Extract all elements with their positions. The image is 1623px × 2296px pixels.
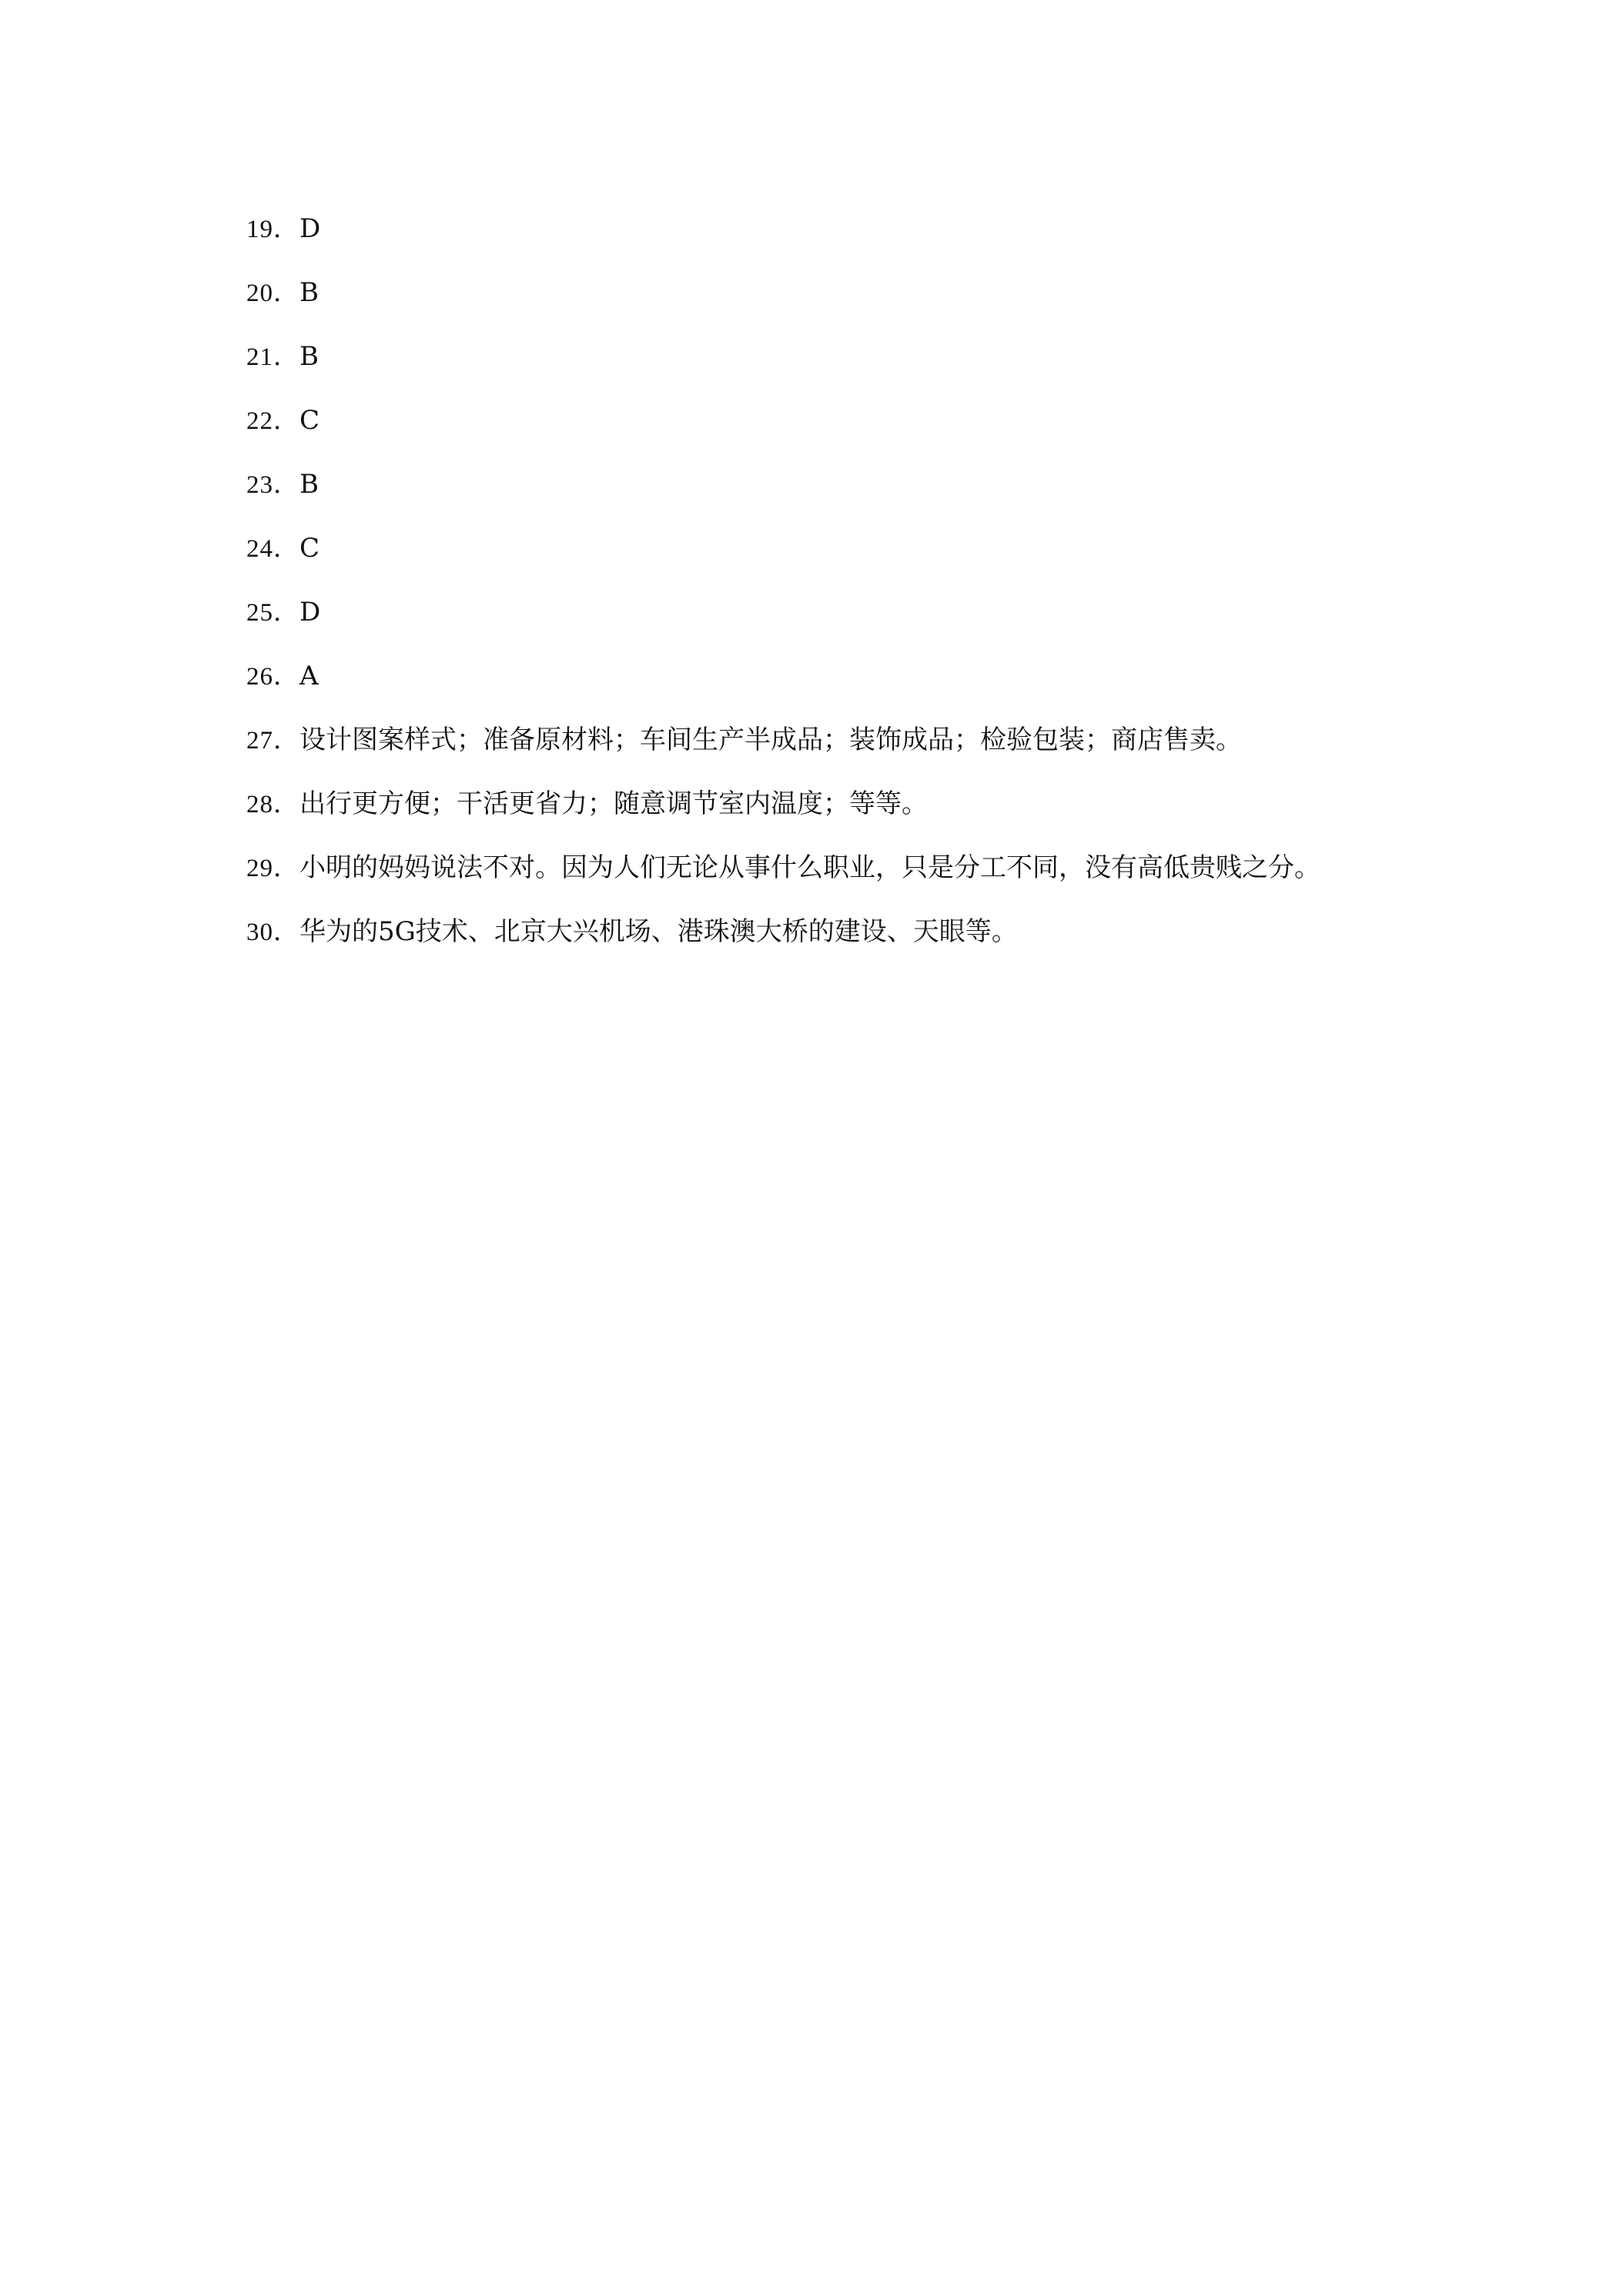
question-number: 29． [246, 855, 300, 882]
answer-item-24 [246, 527, 1447, 591]
question-number: 30． [246, 919, 300, 946]
answer-item-23 [246, 464, 1447, 527]
question-number: 26． [246, 663, 300, 691]
question-number: 21． [246, 343, 300, 371]
answer-item-21 [246, 336, 1447, 400]
answer-text: C [300, 405, 320, 436]
answer-text: D [300, 597, 321, 628]
answer-item-28 [246, 783, 1447, 847]
question-number: 19． [246, 216, 300, 243]
answer-item-29 [246, 847, 1447, 911]
answer-text: B [300, 277, 319, 308]
answer-text: 小明的妈妈说法不对。因为人们无论从事什么职业，只是分工不同，没有高低贵贱之分。 [300, 852, 1320, 883]
answer-text: B [300, 341, 319, 372]
answer-text: C [300, 533, 320, 564]
answer-item-30 [246, 911, 1447, 975]
question-number: 23． [246, 471, 300, 499]
answer-item-19 [246, 208, 1447, 272]
question-number: 25． [246, 599, 300, 627]
answer-text: 设计图案样式；准备原材料；车间生产半成品；装饰成品；检验包装；商店售卖。 [300, 725, 1242, 755]
answer-item-27 [246, 719, 1447, 783]
answer-text: A [300, 661, 319, 691]
question-number: 20． [246, 279, 300, 307]
answer-item-26 [246, 655, 1447, 719]
answer-text: B [300, 469, 319, 500]
answer-item-20 [246, 272, 1447, 336]
answer-item-22 [246, 400, 1447, 464]
question-number: 22． [246, 407, 300, 435]
answer-text: 华为的5G技术、北京大兴机场、港珠澳大桥的建设、天眼等。 [300, 916, 1018, 947]
question-number: 24． [246, 535, 300, 563]
answer-item-25 [246, 591, 1447, 655]
question-number: 28． [246, 791, 300, 818]
answer-text: 出行更方便；干活更省力；随意调节室内温度；等等。 [300, 788, 928, 819]
answer-list [246, 208, 1447, 975]
question-number: 27． [246, 727, 300, 755]
answer-text: D [300, 213, 321, 244]
